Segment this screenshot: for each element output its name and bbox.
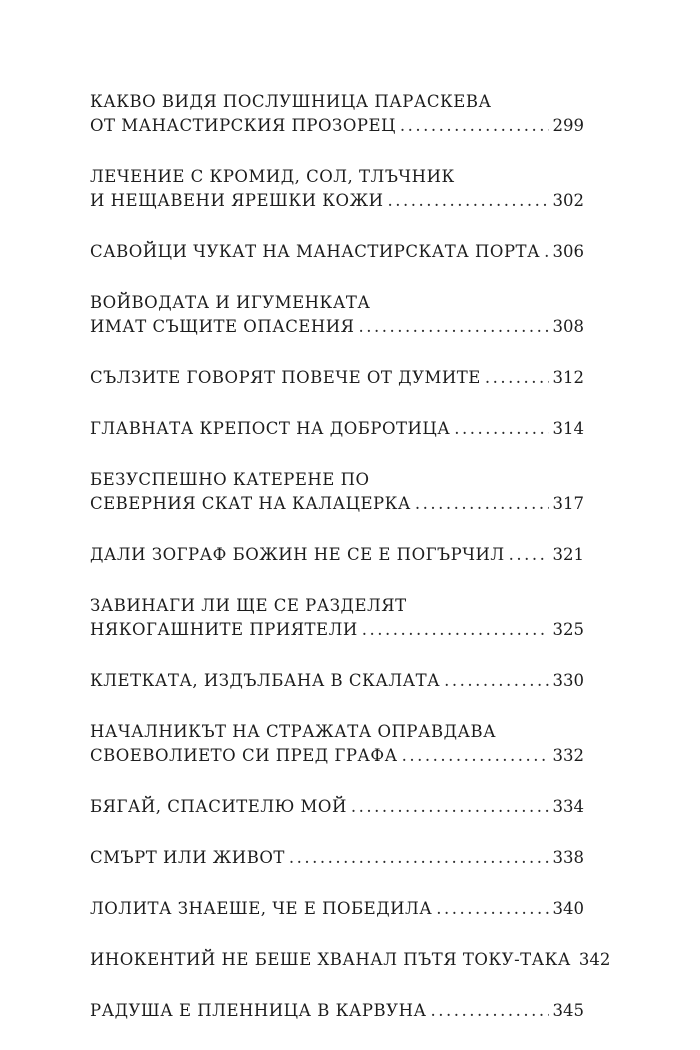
toc-page-number: 312 [552,368,584,387]
toc-entry-title-line: ЗАВИНАГИ ЛИ ЩЕ СЕ РАЗДЕЛЯТ [90,596,407,615]
toc-entry-last-line [90,315,584,339]
toc-entry[interactable] [90,291,584,339]
toc-entry-last-line [90,846,584,870]
toc-entry[interactable] [90,795,584,819]
toc-entry-last-line [90,999,584,1023]
toc-entry-last-line [90,366,584,390]
toc-entry-last-line [90,492,584,516]
dot-leader [509,543,549,567]
dot-leader [485,366,549,390]
toc-entry[interactable] [90,468,584,516]
toc-entry-title-line: БЯГАЙ, СПАСИТЕЛЮ МОЙ [90,797,347,816]
toc-entry[interactable] [90,543,584,567]
toc-entry-title-line: ИНОКЕНТИЙ НЕ БЕШЕ ХВАНАЛ ПЪТЯ ТОКУ-ТАКА [90,950,571,969]
dot-leader [362,618,549,642]
dot-leader [415,492,549,516]
toc-entry-title-line: БЕЗУСПЕШНО КАТЕРЕНЕ ПО [90,470,370,489]
toc-entry-last-line [90,948,611,972]
toc-entry-last-line [90,795,584,819]
toc-entry-last-line [90,669,584,693]
toc-entry-title-line: ЛОЛИТА ЗНАЕШЕ, ЧЕ Е ПОБЕДИЛА [90,899,433,918]
toc-page-number: 332 [552,746,584,765]
toc-page-number: 317 [552,494,584,513]
toc-entry-title-line: ВОЙВОДАТА И ИГУМЕНКАТА [90,293,371,312]
toc-entry[interactable] [90,240,584,264]
toc-entry-last-line [90,618,584,642]
toc-entry-title-line: ДАЛИ ЗОГРАФ БОЖИН НЕ СЕ Е ПОГЪРЧИЛ [90,545,505,564]
toc-entry-title-line: НАЧАЛНИКЪТ НА СТРАЖАТА ОПРАВДАВА [90,722,497,741]
toc-page-number: 306 [552,242,584,261]
toc-entry-title-line: ИМАТ СЪЩИТЕ ОПАСЕНИЯ [90,317,355,336]
toc-page-number: 334 [552,797,584,816]
toc-entry-last-line [90,744,584,768]
toc-entry[interactable] [90,897,584,921]
toc-entry-title-line: СМЪРТ ИЛИ ЖИВОТ [90,848,285,867]
dot-leader [402,744,549,768]
toc-entry-title-line: СВОЕВОЛИЕТО СИ ПРЕД ГРАФА [90,746,398,765]
toc-page-number: 299 [552,116,584,135]
toc-entry-last-line [90,114,584,138]
toc-entry-title-line: И НЕЩАВЕНИ ЯРЕШКИ КОЖИ [90,191,384,210]
toc-entry-last-line [90,240,584,264]
toc-entry[interactable] [90,366,584,390]
toc-page-number: 345 [552,1001,584,1020]
toc-entry-last-line [90,189,584,213]
toc-page-number: 330 [552,671,584,690]
toc-entry[interactable] [90,846,584,870]
toc-entry-title-line: РАДУША Е ПЛЕННИЦА В КАРВУНА [90,1001,427,1020]
dot-leader [400,114,549,138]
toc-page-number: 342 [578,950,611,969]
toc-entry[interactable] [90,417,584,441]
toc-entry-title-line: ГЛАВНАТА КРЕПОСТ НА ДОБРОТИЦА [90,419,451,438]
toc-page-number: 314 [552,419,584,438]
toc-entry-title-line: СЕВЕРНИЯ СКАТ НА КАЛАЦЕРКА [90,494,411,513]
toc-entry-title-line: ОТ МАНАСТИРСКИЯ ПРОЗОРЕЦ [90,116,396,135]
toc-entry[interactable] [90,720,584,768]
toc-entry[interactable] [90,594,584,642]
toc-entry-last-line [90,897,584,921]
toc-entry-title-line: САВОЙЦИ ЧУКАТ НА МАНАСТИРСКАТА ПОРТА [90,242,541,261]
toc-entry-title-line: КАКВО ВИДЯ ПОСЛУШНИЦА ПАРАСКЕВА [90,92,492,111]
toc-entry-title-line: СЪЛЗИТЕ ГОВОРЯТ ПОВЕЧЕ ОТ ДУМИТЕ [90,368,481,387]
toc-page-number: 340 [552,899,584,918]
toc-entry-title-line: КЛЕТКАТА, ИЗДЪЛБАНА В СКАЛАТА [90,671,441,690]
toc-page-number: 325 [552,620,584,639]
toc-page-number: 338 [552,848,584,867]
dot-leader [544,240,548,264]
toc-entry-title-line: ЛЕЧЕНИЕ С КРОМИД, СОЛ, ТЛЪЧНИК [90,167,455,186]
dot-leader [351,795,549,819]
dot-leader [289,846,549,870]
toc-page-number: 321 [552,545,584,564]
toc-entry-title-line: НЯКОГАШНИТЕ ПРИЯТЕЛИ [90,620,358,639]
toc-entry-last-line [90,543,584,567]
dot-leader [454,417,548,441]
dot-leader [430,999,548,1023]
toc-entry[interactable] [90,999,584,1023]
toc-entry-last-line [90,417,584,441]
dot-leader [358,315,548,339]
dot-leader [444,669,548,693]
toc-entry[interactable] [90,165,584,213]
toc-page-number: 308 [552,317,584,336]
table-of-contents [90,90,611,1050]
toc-entry[interactable] [90,669,584,693]
dot-leader [388,189,549,213]
toc-entry[interactable] [90,90,584,138]
toc-page-number: 302 [552,191,584,210]
dot-leader [436,897,548,921]
toc-entry[interactable] [90,948,611,972]
